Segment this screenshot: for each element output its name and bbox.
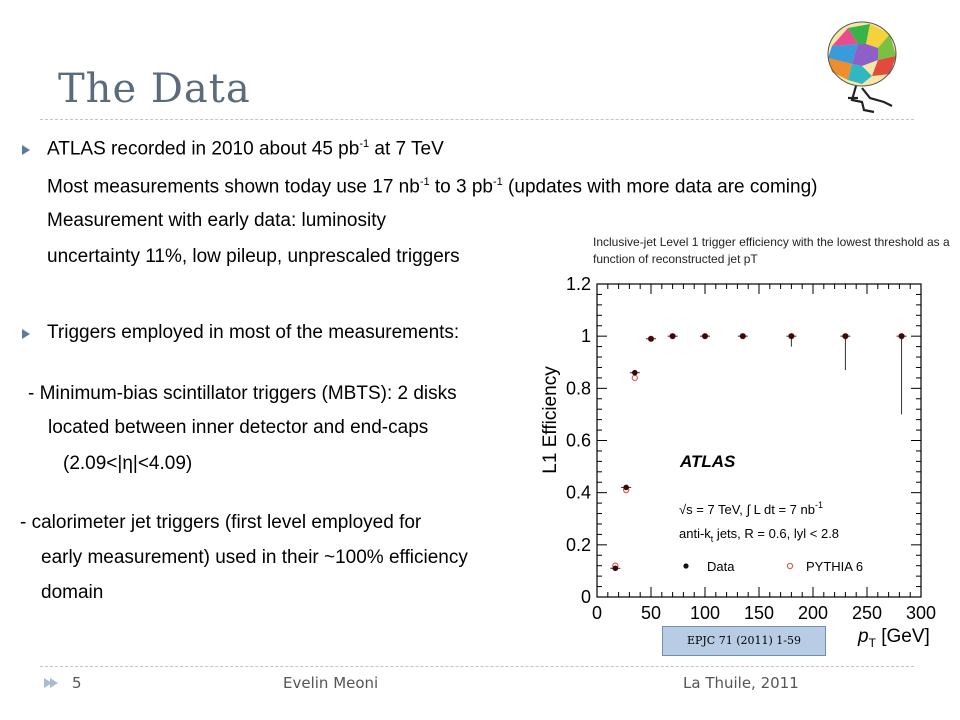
data-point	[623, 485, 629, 491]
bullet-marker	[22, 329, 30, 339]
plot-caption: Inclusive-jet Level 1 trigger efficiency with the lowest threshold as a function of reconstructed jet pT	[593, 235, 950, 266]
x-tick-label: 150	[743, 603, 775, 623]
bullet-text: (updates with more data are coming)	[502, 176, 818, 198]
sub-item-line: early measurement) used in their ~100% efficiency	[41, 547, 468, 568]
bullet-text: ATLAS recorded in 2010 about 45 pb	[47, 138, 360, 160]
data-point	[789, 333, 795, 339]
jet-annotation-text: anti-k	[679, 526, 711, 541]
x-axis-label	[857, 626, 930, 650]
y-tick-label: 1.2	[565, 274, 591, 294]
y-tick-label: 0.4	[565, 482, 591, 503]
efficiency-plot	[540, 270, 940, 655]
energy-annotation-sup: -1	[814, 500, 823, 510]
x-tick-label: 300	[905, 603, 937, 623]
energy-annotation-text: √s = 7 TeV, ∫ L dt = 7 nb	[679, 502, 815, 517]
plot-frame	[597, 284, 921, 597]
sub-item-line: (2.09<|η|<4.09)	[63, 453, 193, 474]
x-tick-label: 50	[640, 603, 662, 623]
y-tick-label: 1	[580, 326, 591, 347]
bullet-text: to 3 pb	[429, 176, 493, 198]
y-tick-label: 0.8	[565, 378, 591, 399]
x-tick-label: 0	[591, 603, 603, 623]
energy-annotation	[679, 500, 823, 517]
y-tick-label: 0	[580, 587, 591, 607]
footer-marker	[50, 678, 58, 688]
data-point	[670, 333, 676, 339]
bullet-line	[47, 176, 817, 198]
x-tick-label: 250	[851, 603, 883, 623]
sub-item-line: - calorimeter jet triggers (first level employed for	[20, 512, 422, 533]
legend-data-marker	[683, 563, 688, 568]
jet-annotation	[679, 526, 839, 544]
atlas-label: ATLAS	[680, 452, 736, 471]
bullet-line: Measurement with early data: luminosity	[47, 210, 386, 231]
bullet-text: at 7 TeV	[369, 138, 444, 160]
legend-pythia-label: PYTHIA 6	[806, 559, 864, 574]
y-tick-label: 0.2	[565, 534, 591, 555]
bullet-line	[47, 138, 444, 160]
jet-annotation-post: jets, R = 0.6, lyl < 2.8	[713, 526, 840, 541]
data-point	[632, 370, 638, 376]
data-point	[740, 333, 746, 339]
footer-author: Evelin Meoni	[283, 674, 379, 692]
legend-data-label: Data	[707, 559, 735, 574]
x-axis-label-sub: T	[868, 636, 876, 650]
data-point	[613, 566, 619, 572]
pythia-point	[632, 375, 637, 380]
y-tick-label: 0.6	[565, 430, 591, 451]
data-point	[648, 336, 654, 342]
data-point	[899, 333, 905, 339]
superscript: -1	[359, 138, 370, 150]
bullet-marker	[22, 145, 30, 155]
superscript: -1	[492, 176, 503, 188]
bullet-text: Most measurements shown today use 17 nb	[47, 176, 420, 198]
title-divider	[40, 119, 914, 120]
sub-item-line: domain	[41, 582, 104, 603]
x-tick-label: 200	[797, 603, 829, 623]
sub-item-line: located between inner detector and end-caps	[48, 417, 429, 438]
y-axis-label: L1 Efficiency	[540, 366, 561, 474]
sub-item-line: - Minimum-bias scintillator triggers (MBTS): 2 disks	[28, 383, 457, 404]
superscript: -1	[419, 176, 430, 188]
x-axis-label-main: p	[858, 626, 869, 647]
footer-venue: La Thuile, 2011	[683, 674, 799, 692]
data-point	[702, 333, 708, 339]
slide-title: The Data	[58, 66, 251, 112]
reference-box: EPJC 71 (2011) 1-59	[662, 626, 826, 656]
x-tick-label: 100	[689, 603, 721, 623]
atlas-logo	[818, 14, 910, 114]
legend-pythia-marker	[787, 563, 792, 568]
bullet-line: uncertainty 11%, low pileup, unprescaled triggers	[47, 246, 460, 267]
footer-divider	[40, 666, 914, 667]
bullet-line: Triggers employed in most of the measurements:	[47, 322, 460, 343]
x-axis-label-unit: [GeV]	[875, 626, 930, 647]
page-number: 5	[72, 674, 82, 692]
data-point	[843, 333, 849, 339]
jet-annotation-sub: t	[710, 534, 714, 544]
